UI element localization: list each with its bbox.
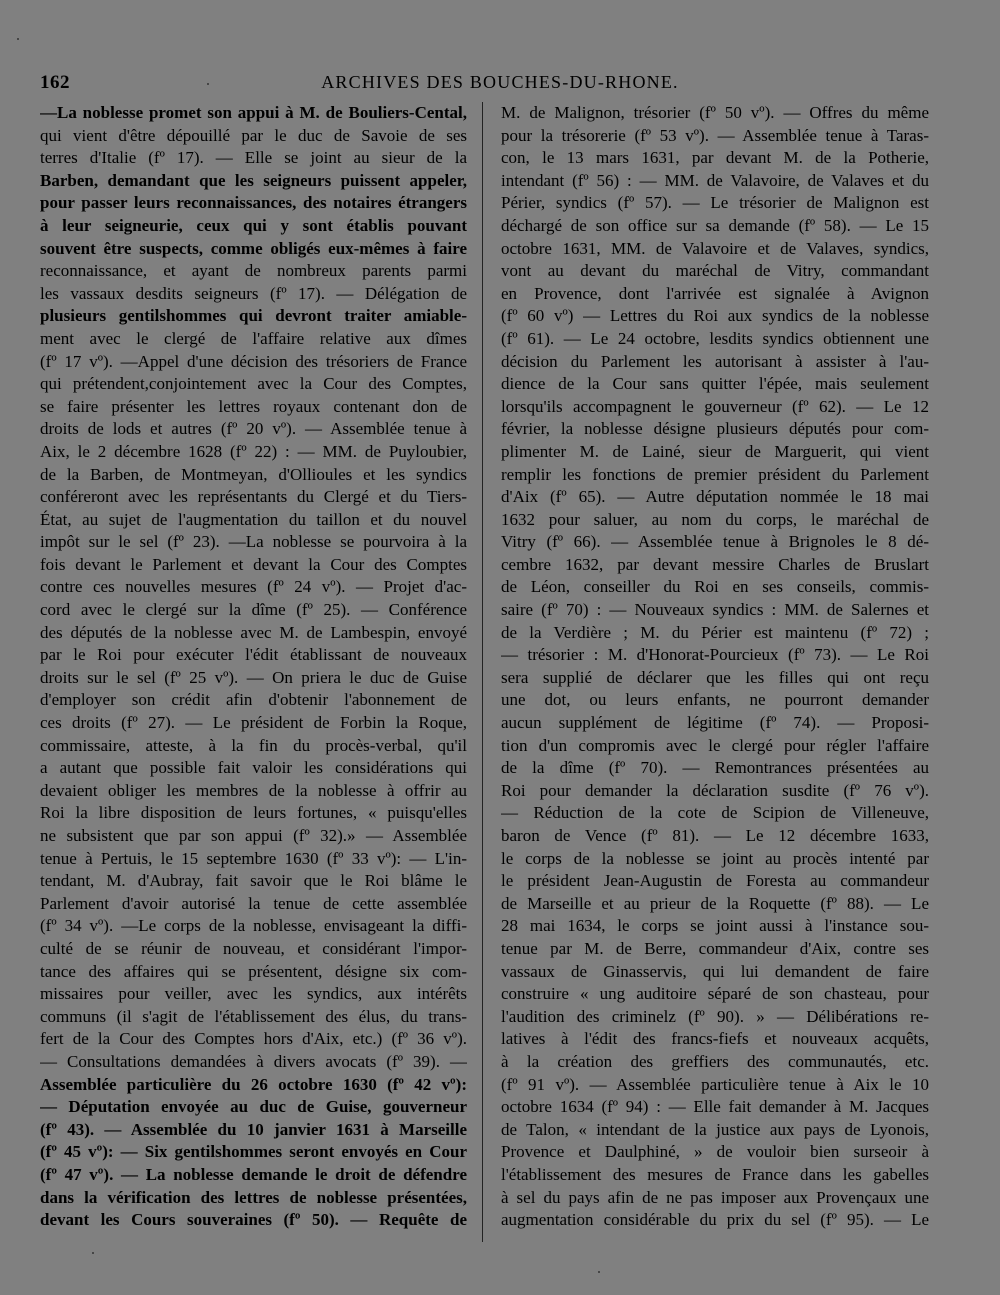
column-divider [482, 102, 483, 1242]
running-title: ARCHIVES DES BOUCHES-DU-RHONE. [321, 72, 679, 92]
page-number: 162 [40, 72, 70, 93]
text-line: (fº 61). — Le 24 octobre, lesdits syndics obtiennent une [501, 328, 929, 348]
text-line: reconnaissance, et ayant de nombreux parents parmi [40, 261, 467, 281]
text-line: commissaire, atteste, à la fin du procès-verbal, qu'il [40, 735, 467, 755]
text-line: à sel du pays afin de ne pas imposer aux Provençaux une [501, 1187, 929, 1207]
text-line: (fº 43). — Assemblée du 10 janvier 1631 à Marseille [40, 1119, 467, 1139]
text-line: de Léon, conseiller du Roi en ses conseils, commis- [501, 577, 929, 597]
text-line: (fº 91 vº). — Assemblée particulière tenue à Aix le 10 [501, 1074, 929, 1094]
text-line: tenue à Pertuis, le 15 septembre 1630 (fº 33 vº): — L'in- [40, 848, 467, 868]
text-line: par le Roi pour exécuter l'édit établissant de nouveaux [40, 645, 467, 665]
text-line: pour la trésorerie (fº 53 vº). — Assemblée tenue à Taras- [501, 125, 929, 145]
text-line: sera supplié de déclarer que les filles qui ont reçu [501, 667, 929, 687]
text-line: construire « ung auditoire séparé de son chasteau, pour [501, 984, 929, 1004]
text-line: 28 mai 1634, le corps se joint aussi à l'instance sou- [501, 916, 929, 936]
text-line: con, le 13 mars 1631, par devant M. de la Potherie, [501, 148, 929, 168]
text-line: Vitry (fº 66). — Assemblée tenue à Brignoles le 8 dé- [501, 532, 929, 552]
text-line: à la création des greffiers des communautés, etc. [501, 1051, 929, 1071]
scan-speck [598, 1271, 600, 1273]
scan-speck [92, 1252, 94, 1254]
text-line: (fº 34 vº). —Le corps de la noblesse, envisageant la diffi- [40, 916, 467, 936]
text-line: plusieurs gentilshommes qui devront traiter amiable- [40, 306, 467, 326]
text-line: cord avec le clergé sur la dîme (fº 25). — Conférence [40, 600, 467, 620]
text-line: — Réduction de la cote de Scipion de Villeneuve, [501, 803, 929, 823]
text-line: Provence et Daulphiné, » de vouloir bien surseoir à [501, 1142, 929, 1162]
text-line: février, la noblesse désigne plusieurs députés pour com- [501, 419, 929, 439]
text-line: une dot, ou leurs enfants, ne pourront demander [501, 690, 929, 710]
text-line: missaires pour veiller, avec les syndics, aux intérêts [40, 984, 467, 1004]
text-line: contre ces nouvelles mesures (fº 24 vº). — Projet d'ac- [40, 577, 467, 597]
text-line: le corps de la noblesse se joint au procès intenté par [501, 848, 929, 868]
text-line: dience de la Cour sans quitter l'épée, mais seulement [501, 374, 929, 394]
text-line: tenue par M. de Berre, commandeur d'Aix, contre ses [501, 938, 929, 958]
text-line: Roi pour demander la déclaration susdite (fº 76 vº). [501, 780, 929, 800]
text-line: en Provence, dont l'arrivée est signalée à Avignon [501, 283, 929, 303]
text-line: (fº 17 vº). —Appel d'une décision des trésoriers de France [40, 351, 467, 371]
text-line: remplir les fonctions de premier président du Parlement [501, 464, 929, 484]
text-line: de la Barben, de Montmeyan, d'Ollioules et les syndics [40, 464, 467, 484]
text-line: baron de Vence (fº 81). — Le 12 décembre 1633, [501, 826, 929, 845]
text-line: ne subsistent que par son appui (fº 32).» — Assemblée [40, 826, 467, 845]
text-line: droits sur le sel (fº 25 vº). — On priera le duc de Guise [40, 667, 467, 687]
text-line: dans la vérification des lettres de noblesse présentées, [40, 1187, 467, 1207]
text-line: octobre 1634 (fº 94) : — Elle fait demander à M. Jacques [501, 1097, 929, 1117]
text-line: a autant que possible fait valoir les considérations qui [40, 758, 467, 778]
text-line: — Consultations demandées à divers avocats (fº 39). — [40, 1051, 467, 1071]
text-line: l'audition des criminelz (fº 90). » — Délibérations re- [501, 1006, 929, 1026]
text-line: lorsqu'ils accompagnent le gouverneur (fº 62). — Le 12 [501, 396, 929, 416]
text-line: latives à l'édit des francs-fiefs et nouveaux acquêts, [501, 1029, 929, 1049]
text-line: vassaux de Ginasservis, qui lui demandent de faire [501, 961, 929, 981]
text-line: qui prétendent,conjointement avec la Cour des Comptes, [40, 374, 467, 394]
text-line: de Talon, « intendant de la justice aux pays de Lyonois, [501, 1119, 929, 1139]
text-line: augmentation considérable du prix du sel (fº 95). — Le [501, 1210, 929, 1230]
text-line: Assemblée particulière du 26 octobre 1630 (fº 42 vº): [40, 1074, 467, 1094]
text-line: aucun supplément de légitime (fº 74). — Proposi- [501, 713, 929, 733]
text-line: intendant (fº 56) : — MM. de Valavoire, de Valaves et du [501, 170, 929, 190]
text-line: cembre 1632, par devant messire Charles de Bruslart [501, 554, 929, 574]
text-line: saire (fº 70) : — Nouveaux syndics : MM. de Salernes et [501, 600, 929, 620]
text-line: tion d'un compromis avec le clergé pour régler l'affaire [501, 735, 929, 755]
text-line: vont au devant du maréchal de Vitry, commandant [501, 261, 929, 281]
text-line: Roi la libre disposition de leurs fortunes, « puisqu'elles [40, 803, 467, 823]
text-line: le président Jean-Augustin de Foresta au commandeur [501, 871, 929, 891]
right-text-column [501, 102, 929, 1232]
text-line: d'Aix (fº 65). — Autre députation nommée le 18 mai [501, 487, 929, 507]
text-line: de Marseille et au prieur de la Roquette (fº 88). — Le [501, 893, 929, 913]
text-line: — trésorier : M. d'Honorat-Pourcieux (fº 73). — Le Roi [501, 645, 929, 665]
text-line: des députés de la noblesse avec M. de Lambespin, envoyé [40, 622, 467, 642]
text-line: l'établissement des mesures de France dans les gabelles [501, 1164, 929, 1184]
text-line: déchargé de son office sur sa demande (fº 58). — Le 15 [501, 215, 929, 235]
text-line: (fº 47 vº). — La noblesse demande le droit de défendre [40, 1164, 467, 1184]
text-line: M. de Malignon, trésorier (fº 50 vº). — Offres du même [501, 103, 929, 122]
text-line: souvent être suspects, comme obligés eux-mêmes à faire [40, 238, 467, 258]
text-line: décision du Parlement les autorisant à assister à l'au- [501, 351, 929, 371]
text-line: terres d'Italie (fº 17). — Elle se joint au sieur de la [40, 148, 467, 168]
text-line: plimenter M. de Lainé, sieur de Marguerit, qui vient [501, 441, 929, 461]
scan-speck [207, 83, 209, 85]
text-line: ment avec le clergé de l'affaire relative aux dîmes [40, 328, 467, 348]
scan-speck [17, 38, 19, 40]
text-line: fois devant le Parlement et devant la Cour des Comptes [40, 554, 467, 574]
text-line: (fº 45 vº): — Six gentilshommes seront envoyés en Cour [40, 1142, 467, 1162]
text-line: fert de la Cour des Comptes hors d'Aix, etc.) (fº 36 vº). [40, 1029, 467, 1049]
text-line: à leur seigneurie, ceux qui y sont établis pouvant [40, 215, 467, 235]
text-line: devant les Cours souveraines (fº 50). — Requête de [40, 1210, 467, 1230]
text-line: qui vient d'être dépouillé par le duc de Savoie de ses [40, 125, 467, 145]
text-line: pour passer leurs reconnaissances, des notaires étrangers [40, 193, 467, 213]
text-line: devaient obliger les membres de la noblesse à offrir au [40, 780, 467, 800]
text-line: Périer, syndics (fº 57). — Le trésorier de Malignon est [501, 193, 929, 213]
text-line: conféreront avec les représentants du Clergé et du Tiers- [40, 487, 467, 507]
text-line: (fº 60 vº) — Lettres du Roi aux syndics de la noblesse [501, 306, 929, 326]
text-line: tendant, M. d'Aubray, fait savoir que le Roi blâme le [40, 871, 467, 891]
left-text-column [40, 102, 467, 1232]
text-line: culté de se réunir de nouveau, et considérant l'impor- [40, 938, 467, 958]
text-line: de la dîme (fº 70). — Remontrances présentées au [501, 758, 929, 778]
text-line: État, au sujet de l'augmentation du taillon et du nouvel [40, 509, 467, 529]
text-line: impôt sur le sel (fº 23). —La noblesse se pourvoira à la [40, 532, 467, 552]
text-line: Parlement d'avoir autorisé la tenue de cette assemblée [40, 893, 467, 913]
text-line: —La noblesse promet son appui à M. de Bouliers-Cental, [40, 103, 467, 122]
text-line: Aix, le 2 décembre 1628 (fº 22) : — MM. de Puyloubier, [40, 441, 467, 461]
text-line: 1632 pour saluer, au nom du corps, le maréchal de [501, 509, 929, 529]
text-line: de la Verdière ; M. du Périer est maintenu (fº 72) ; [501, 622, 929, 642]
text-line: ces droits (fº 27). — Le président de Forbin la Roque, [40, 713, 467, 733]
text-line: d'employer son crédit afin d'obtenir l'abonnement de [40, 690, 467, 710]
text-line: octobre 1631, MM. de Valavoire et de Valaves, syndics, [501, 238, 929, 258]
page-header [0, 72, 1000, 102]
text-line: — Députation envoyée au duc de Guise, gouverneur [40, 1097, 467, 1117]
text-line: communs (il s'agit de l'établissement des élus, du trans- [40, 1006, 467, 1026]
text-line: droits de lods et autres (fº 20 vº). — Assemblée tenue à [40, 419, 467, 439]
text-line: Barben, demandant que les seigneurs puissent appeler, [40, 170, 467, 190]
text-line: les vassaux desdits seigneurs (fº 17). — Délégation de [40, 283, 467, 303]
text-line: tance des affaires qui se présentent, désigne six com- [40, 961, 467, 981]
text-line: se faire présenter les lettres royaux contenant don de [40, 396, 467, 416]
